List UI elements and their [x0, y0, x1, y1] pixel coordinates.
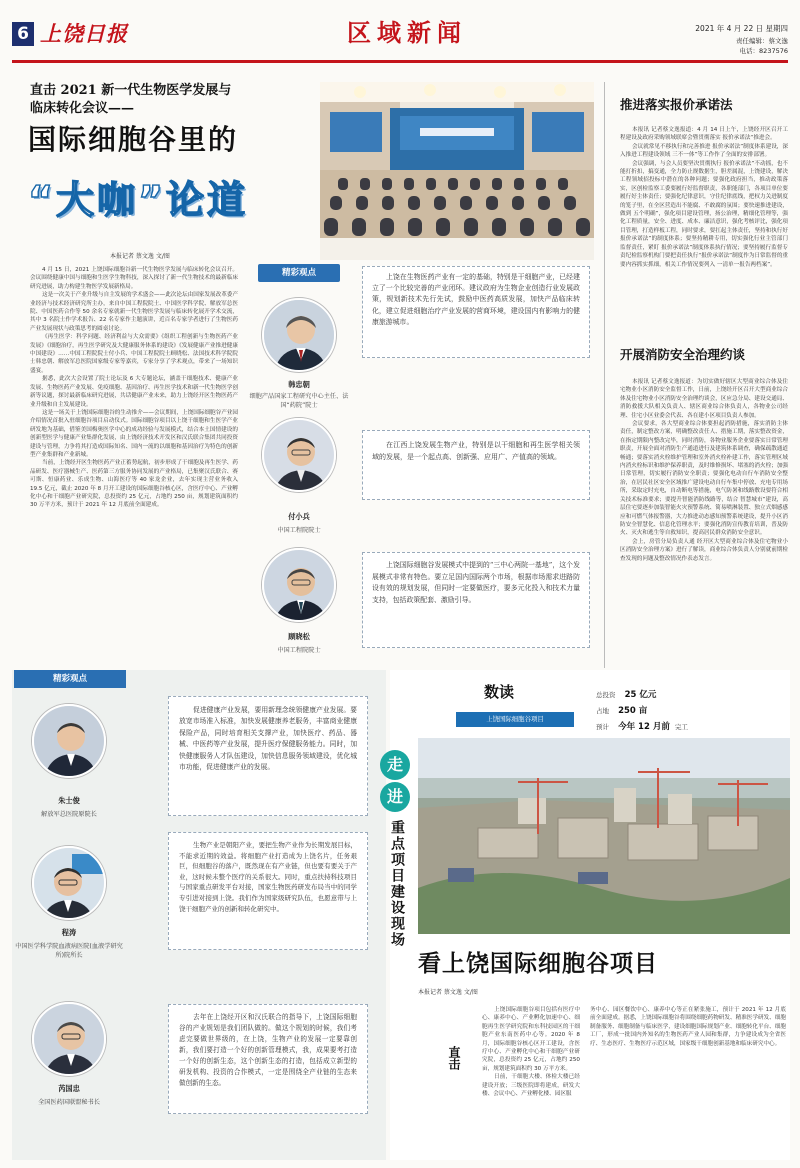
fact-label: 占地 — [596, 707, 609, 715]
paper-name: 上饶日报 — [40, 21, 128, 46]
expert-quote-box — [168, 832, 368, 950]
expert-portrait — [262, 418, 336, 492]
expert-name: 朱士俊 — [58, 796, 80, 805]
expert-title: 中国医学科学院血液病医院(血液学研究所)院所长 — [15, 943, 123, 959]
fact-value: 250 亩 — [618, 706, 648, 716]
feature-paragraph: 据悉，此次大会设置了院士论坛及 6 大专题论坛，涵盖干细胞技术、健康产业发展、生物医药产业发展、免疫细胞、基因治疗、再生医学技术和新一代生物医学创新等议题，探讨最新临床研究进展，共话健康产业未来，助力上饶经开区生物医药产业升级和自主发展建设。 — [30, 376, 238, 408]
highlight-label: 精彩观点 — [14, 670, 126, 688]
project-title: 看上饶国际细胞谷项目 — [418, 951, 658, 977]
expert-name: 韩忠朝 — [288, 380, 310, 389]
feature-body — [30, 266, 238, 636]
expert-title: 中国工程院院士 — [277, 647, 321, 654]
project-side-label: 直击 — [447, 1046, 461, 1070]
vertical-kicker-circle — [380, 750, 410, 780]
expert-portrait — [32, 1002, 106, 1076]
expert-quote: 生物产业是朝阳产业，要把生物产业作为长期发展目标，不能求近期的效益。将细胞产业打造成为上饶名片，任务艰巨，但细胞谷的落户，既然现在有产业链，但也要有要关于产业，这时候未整个医疗的关系很大。同时，重点扶持科技项目与国家重点研发平台对接，国家生物医药研发布局当中的同学专引进对接到上饶。我们作为国家级研究队伍，也愿意带与上饶干细胞产业的创新和转化研究中。 — [179, 841, 357, 913]
expert-quote-box — [168, 1004, 368, 1114]
expert-quote-box — [362, 552, 590, 648]
expert-title: 全国医药国联盟秘书长 — [38, 1099, 100, 1106]
expert-quote: 上饶在生物医药产业有一定的基础，特别是干细胞产业，已经建立了一个比较完善的产业闭环。建议政府为生物企业创造行业发展政策，规划新技术先行先试，鼓励中医药高质发展，加快产品临床转化，建立促进细胞治疗产业发展的营商环境，建设国内有影响力的健康旅游城市。 — [372, 273, 580, 326]
feature-paragraph: 当前，上饶经开区生物医药产业正蓄势起航，初步形成了干细胞及再生医学、药品研发、医疗器械生产、医药第三方服务协同发展的产业格局，已集聚汉氏联合、赛可斯、恒康药业、乐成生物、山海医疗等 40 家龙企业，去年实现主营业务收入 19.5 亿元，截止 2020 年 8 月开工建设的国际细胞谷核心区，含医疗中心、产业孵化中心和干细胞产业研究院，总投资约 25 亿元，占地约 250 亩，规划建筑面积约 30 万平方米，预计于 2021 年 12 月底前全面建成。 — [30, 460, 238, 509]
project-paragraph: 务中心、园区餐饮中心、康养中心等正在紧张施工，预计于 2021 年 12 月底前全面建成。据悉，上饶国际细胞谷将围绕细胞药物研发、精准医学研发、细胞制备服务、细胞制备与临床医学，建设细胞国际规划产业、细胞转化平台、细胞工厂，形成一批国内外知名的生物医药产业人园和集群，力争建设成为全省医疗、生态医疗、生物医疗示范区域，国家级干细胞创新基地和临床研究中心。 — [590, 1007, 786, 1047]
article-title: 推进落实报价承诺法 — [620, 97, 733, 112]
conference-photo — [320, 82, 594, 260]
expert-title: 中国工程院院士 — [277, 527, 321, 534]
feature-kicker-1: 直击 2021 新一代生物医学发展与 — [30, 83, 232, 98]
vertical-kicker-circle — [380, 782, 410, 812]
expert-portrait — [32, 846, 106, 920]
feature-paragraph: 这是一场关于上饶国际细胞谷的生动推介——会议期间，上饶国际细胞谷产业园介绍情况首批入驻细胞谷项目启动仪式。国际细胞谷项目以上饶干细胞和生医学产业研发地为基础，借鉴美国梅奥医学中心的成功经验与发展模式，结合本土国情建设的创新型医学与健康产业集群化发展，由上饶经济技术开发区和汉氏联合集团共同投资建设与管理，力争将其打造成国际知名、国内一流的以细胞和基因治疗为特色的创新型产业集群和产业新城。 — [30, 409, 238, 458]
fact-label: 预计 — [596, 723, 609, 731]
article-paragraph: 本报讯 记者蔡文逸报道：4 月 14 日上午，上饶经开区召开工程建设及政府采购领域联席会暨贯彻落实 报价承诺法“推进会。 — [620, 127, 788, 142]
expert-name: 付小兵 — [288, 512, 310, 521]
expert-quote: 促进健康产业发展，要用新理念统领健康产业发展。要放宽市场准入标准，加快发展健康养老服务，丰富商业健康保险产品，同时培育相关支撑产业，加快医疗、药品、器械、中医药等产业发展，提升医疗保健服务能力。同时，加快健康服务人才队伍建设，加快信息服务领域建设，优化城市功能，促进健康产业的发展。 — [179, 706, 357, 772]
expert-quote-box — [362, 430, 590, 500]
expert-name: 程涛 — [61, 928, 77, 937]
fact-row — [596, 714, 786, 733]
vertical-kicker-char: 走 — [386, 755, 403, 774]
vertical-kicker-char: 进 — [386, 787, 403, 806]
editor-phone: 电话：8237576 — [739, 47, 788, 55]
expert-portrait — [262, 298, 336, 372]
expert-portrait — [32, 704, 106, 778]
facts-box — [596, 680, 786, 732]
section-title: 区域新闻 — [347, 18, 467, 47]
expert-quote-box — [168, 696, 368, 816]
article-paragraph: 会议强调，与会人员要坚决贯彻执行 报价承诺法”不动摇，也不能打折扣，搞变通，全力防止规数据生，胆差属混，上饶建设，解决工程领域招投标中潜在的各种问题；要强化政府担当，推动政策落实，区创检监察工委要履行好监督职责，各职能部门，各项目单位要履行好主体责任；要强化纪律意识，守住纪律底线，把权力关进制度的笼子里，在全区营造出不能腐、不敢腐的氛围；要快速推进建设，做到 五个明确”，强化项目建设管理，扬公治理，精细化管理等，强化工程质量，安全、进度、成本、廉洁意识，强化考核评比，强化项目管理，打造样板工程，同时要求，要扛起主体责任，坚持和执行好 报价承诺法”的制度体系；要坚持精耕专用，切实强化行业主管部门监督责任，紧盯 报价承诺法”制度体系执行情况；要坚持履行监督专责纪检监察机构门要把责任执行“报价承诺法”制度作为日常监督的重要内容抓实抓细，相关工作情况要列入 一清单一报告两档案”。 — [620, 160, 788, 268]
feature-byline: 本报记者 蔡文逸 文/图 — [110, 253, 170, 260]
fact-suffix: 完工 — [674, 723, 688, 731]
article-body — [620, 126, 788, 336]
expert-quote: 在江西上饶发展生物产业，特别是以干细胞和再生医学相关领域的发展，是一个起点高、创新强、应用广、产值高的领域。 — [372, 441, 580, 461]
project-byline: 本报记者 蔡文逸 文/图 — [418, 989, 478, 996]
construction-photo — [418, 738, 790, 934]
project-col — [590, 1006, 786, 1156]
feature-paragraph: 《再生医学：科学问题、经济利益与大众需要》《组织工程创新与生物医药产业发展》《细胞治疗，再生医学研究及大健康服务体系的建设》《发展健康产业推进健康中国建设》……中国工程院院士付小兵、中国工程院院士顾晓松、法国技术科学院院士韩忠朝、解放军总医院国家级专家等嘉宾，专家分享了学术观点，带来了一场知识盛宴。 — [30, 334, 238, 374]
feature-kicker-2: 临床转化会议—— — [30, 101, 135, 116]
article-paragraph: 本报讯 记者蔡文逸报道：为切实做好辖区大型商业综合体及住宅物业小区消防安全监督工作，日前，上饶经开区召开大型商业综合体及住宅物业小区消防安全治理约谈会，区应急分局、建设交通局、消防救援大队相关负责人、辖区商业综合体负责人，各物业公司经理、住宅小区业委会代表、各在建小区项目负责人参加。 — [620, 379, 788, 419]
project-tag: 上饶国际细胞谷项目 — [456, 712, 574, 727]
project-col — [482, 1006, 580, 1156]
article-title: 开展消防安全治理约谈 — [620, 347, 746, 362]
feature-paragraph: 这是一次关于产业升级与自主发展的学术盛会——此次论坛由国家发展改革委产业经济与技术经济研究所主办，来自中国工程院院士、中国医学科学院、解放军总医院、中国医药合作等 50 余名专家就新一代生物医学发展与临床转化展开学术交流，其中 3 名院士作学术报告、22 名专家作主题演讲，近百名专家学者进行了生物医药产业发展现状与政策思考的圆桌讨论。 — [30, 292, 238, 332]
fact-value: 今年 12 月前 — [618, 722, 670, 732]
article-paragraph: 会议就常见不移执行和完善推进 报价承诺法”制度体系建设，深入推进工程建设领域 三不一体”等工作作了全面的安排部署。 — [620, 143, 788, 159]
expert-quote-box — [362, 266, 590, 358]
feature-headline-quoted: “大咖”论道 — [28, 178, 248, 222]
project-paragraph: 上饶国际细胞谷项目包括有医疗中心、康养中心、产业孵化加速中心、细胞再生医学研究院和东科技园区的干细胞产业东南医药中心等。2020 年 8 月，国际细胞谷核心区开工建设，含医疗中心、产业孵化中心和干细胞产业研究院，总投资约 25 亿元，占地约 250 亩，规划建筑面积约 30 万平方米。 — [482, 1007, 580, 1072]
expert-portrait — [262, 548, 336, 622]
article-body — [620, 378, 788, 668]
expert-name: 顾晓松 — [288, 632, 310, 641]
masthead-rule — [12, 60, 788, 63]
project-paragraph: 日前，干细胞大楼、体检大楼已经建设开放；三级医院即将建成，研发大楼、会议中心、产业孵化楼、园区服 — [482, 1074, 580, 1098]
shudu-label: 数读 — [484, 683, 515, 701]
vertical-title: 重点项目建设现场 — [389, 820, 405, 948]
editor-credit: 责任编辑：蔡文逸 — [736, 37, 788, 45]
masthead — [0, 0, 800, 72]
article-paragraph: 会议要求，各大型商业综合体要担起消防措施，落实消防主体责任，制定整改方案，明确整改责任人、措施工期，落实整改资金，在指定期限内整改完毕，同时消防，各物业服务企业要落实日常管理职责，开展全面对消防生产通道进行及建筑体系调查，确保疏散通道畅通；要落实消火栓维护管理和室外消火栓补建工作，落实管理区域内消火栓标识和维护保养职责，及时维修损坏、堵塞的消火栓；加强日常管理，切实履行消防安全职责；要强化电动自行车消防安全整治，在居民社区安全区域推广建设电动自行车集中停放、充电专用场所，采取定时充电，自动断电等措施，电气防暑和线路敷设要符合相关技术标准要求；要提升智能消防线路等，结合 智慧城市”建设，高层住宅要逐步加装智能火灾预警系统、简易喷淋装置、独立式烟感感应和可燃气体报警器，大力推进动态感知预警系统建设，提升小区消防安全智慧化、信息化管理水平；要强化消防宣传教育培训，普及防火、灭火和逃生等自救知识，提高居民群众消防安全意识。 — [620, 421, 788, 537]
expert-quote: 上饶国际细胞谷发展模式中提到的“三中心两院一基地”，这个发展模式非常有特色。要立足国内国际两个市场，根据市场需求进路防设有效的规划发展，但同时一定要做医疗，要多元化投入和技术力量支持，包括政策配套、激励引导。 — [372, 561, 580, 604]
shudu-header — [420, 680, 592, 732]
article-paragraph: 会上，房管分局负责人通 经开区大型商业综合体及住宅物业小区消防安全治理方案》进行了解读，商业综合体负责人分别就前期检查发现的问题及整改情况作表态发言。 — [620, 538, 788, 562]
fact-value: 25 亿元 — [624, 690, 657, 700]
expert-name: 芮国忠 — [58, 1084, 80, 1093]
right-column-divider — [604, 82, 605, 668]
highlight-label: 精彩观点 — [258, 264, 340, 282]
fact-label: 总投资 — [596, 691, 616, 699]
expert-quote: 去年在上饶经开区和汉氏联合的指导下，上饶国际细胞谷的产业规划是我们团队做的。做这个规划的时候，我们考虑完要做世界级的，在上饶，生物产业的发展一定要靠创新，我们要打造一个好的创新管理模式，我，成果要考打造一个好的创新生态，这个创新生态的打造，包括成立新型的研发机构、投资的合作模式，一定是围绕全产业链的生态来做创新的生态。 — [179, 1013, 357, 1087]
feature-headline: 国际细胞谷里的 — [28, 123, 239, 156]
expert-title: 细胞产品国家工程研究中心主任、法国“药院”院士 — [249, 393, 349, 409]
expert-title: 解放军总医院原院长 — [41, 811, 97, 818]
issue-date: 2021 年 4 月 22 日 星期四 — [695, 24, 788, 33]
page-number: 6 — [12, 22, 34, 46]
feature-paragraph: 4 月 15 日，2021 上饶国际细胞谷新一代生物医学发展与临床转化会议召开。会议围绕健康中国与细胞和生医学生物科技，深入探讨了新一代生物技术的最新临床研究进展，助力构建生物医学发展新格局。 — [30, 267, 238, 290]
